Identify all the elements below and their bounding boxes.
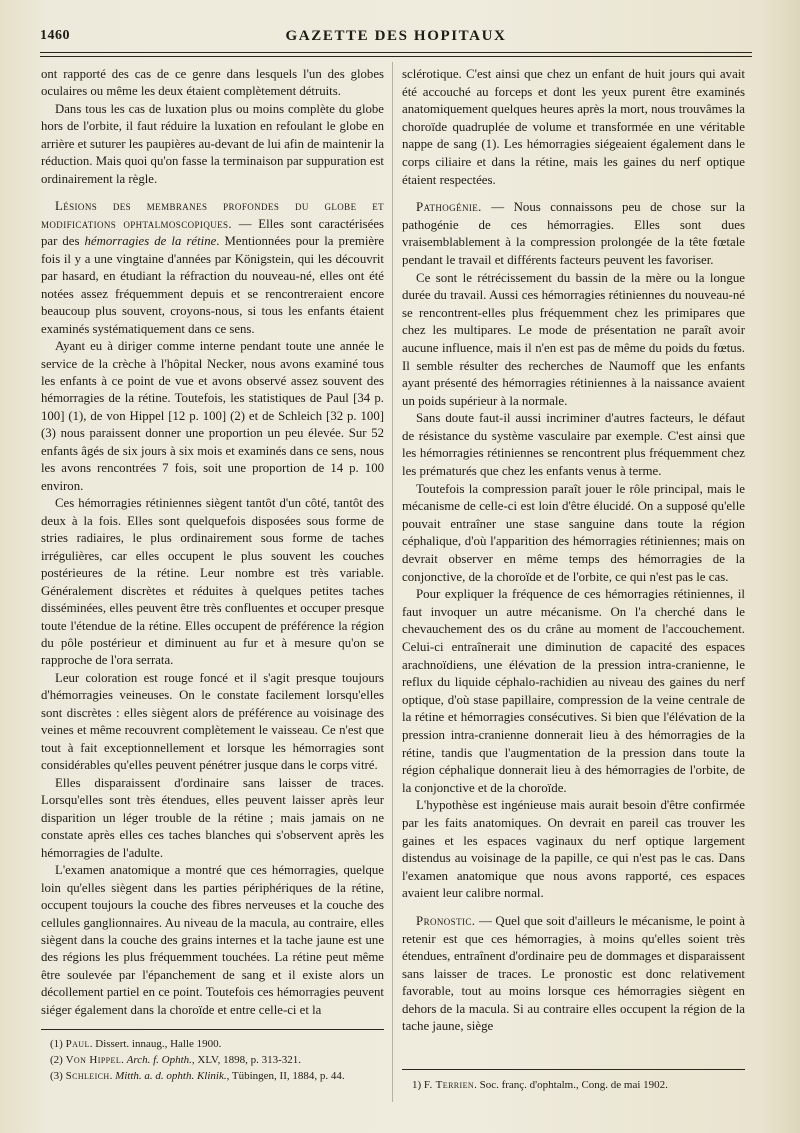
footnotes-right <box>412 1077 746 1093</box>
paragraph: Dans tous les cas de luxation plus ou moins complète du globe hors de l'orbite, il faut réduire la luxation en refoulant le globe en arrière et suturer les paupières au-devant de lui afin de maintenir la réduction. Mais quoi qu'on fasse la terminaison par suppuration est ordinairement la règle. <box>41 101 384 186</box>
paragraph: sclérotique. C'est ainsi que chez un enfant de huit jours qui avait été accouché au forceps et dont les yeux purent être examinés anatomiquement quelques heures après la mort, nous trouvâmes la choroïde quadruplée de volume et transformée en une véritable nappe de sang (1). Les hémorragies siégeaient également dans le corps ciliaire et dans la rétine, mais les gaines du nerf optique étaient respectées. <box>402 67 745 187</box>
footnote-number: (3) <box>50 1070 66 1082</box>
paragraph: Ce sont le rétrécissement du bassin de la mère ou la longue durée du travail. Aussi ces hémorragies rétiniennes du nouveau-né se rencontrent-elles plus fréquemment chez les primipares que chez les multipares. Le mode de présentation ne paraît avoir aucune influence, mais il n'en est pas de même du poids du fœtus. Il semble résulter des recherches de Naumoff que les enfants ayant présenté des hémorragies rétiniennes à la naissance avaient un poids supérieur à la normale. <box>402 270 745 408</box>
footnote-author: Paul <box>65 1038 90 1050</box>
footnote-text: . Dissert. innaug., Halle 1900. <box>89 1038 222 1050</box>
paragraph-text: . Mentionnées pour la première fois il y a une vingtaine d'années par Königstein, qui les découvrit par hasard, en étudiant la réfraction du nouveau-né, elles ont été notées assez fréquemment depuis et se rencontreraient encore beaucoup plus souvent, croyons-nous, si tous les enfants étaient examinés systématiquement dans ce sens. <box>41 234 385 336</box>
footnote-journal: Mitth. a. d. ophth. Klinik. <box>115 1070 227 1082</box>
paragraph: Sans doute faut-il aussi incriminer d'autres facteurs, le défaut de résistance du système vasculaire par exemple. C'est ainsi que les hémorragies rétiniennes se rencontrent plus fréquemment chez les prématurés que chez les enfants venus à terme. <box>402 411 745 479</box>
footnote-author: F. Terrien <box>423 1079 475 1091</box>
footnote-number: (2) <box>50 1054 66 1066</box>
paragraph-text: — Nous connaissons peu de chose sur la pathogénie de ces hémorragies. Elles sont dues vraisemblablement à la compression prolongée de la tête fœtale pendant le travail et différents facteurs peuvent les favoriser. <box>402 200 745 267</box>
section-paragraph <box>402 913 745 1036</box>
footnote-author: Schleich <box>65 1070 110 1082</box>
right-column <box>402 66 745 1036</box>
footnote-separator: . <box>109 1070 116 1082</box>
left-column <box>41 66 384 1019</box>
paragraph: L'hypothèse est ingénieuse mais aurait besoin d'être confirmée par les faits anatomiques. On devrait en pareil cas trouver les gaines et les espaces vaginaux du nerf optique largement distendus au voisinage de la papille, ce qui n'est pas le cas. Dans l'examen anatomique que nous avons rapporté, ces espaces avaient leur calibre normal. <box>402 798 745 901</box>
paragraph: Pour expliquer la fréquence de ces hémorragies rétiniennes, il faut invoquer un autre mécanisme. On l'a cherché dans le chevauchement des os du crâne au moment de l'accouchement. Celui-ci entraînerait une diminution de capacité des espaces arachnoïdiens, une élévation de la pression intra-cranienne, le reflux du liquide céphalo-rachidien au niveau des gaines du nerf optique, d'où stase papillaire, compression de la veine centrale de la rétine et hémorragies consécutives. Si bien que l'élévation de la pression intra-cranienne donnerait lieu à des hémorragies de la rétine, tandis que l'augmentation de la pression dans toute la région céphalique donnerait lieu à des hémorragies de l'orbite, de la conjonctive et de la choroïde. <box>402 587 745 795</box>
footnotes-left <box>50 1036 384 1084</box>
paragraph: Leur coloration est rouge foncé et il s'agit presque toujours d'hémorragies veineuses. On le constate facilement lorsqu'elles sont discrètes : elles siègent alors de préférence au voisinage des veines et même recouvrent complètement le vaisseau. Ce n'est que tout à fait exceptionnellement et lorsque les hémorragies sont considérables qu'elles peuvent pénétrer jusque dans le corps vitré. <box>41 670 384 773</box>
emphasis-text: hémorragies de la rétine <box>84 234 217 249</box>
footnote-rule <box>41 1029 384 1030</box>
footnote-separator: . <box>121 1054 127 1066</box>
paragraph: L'examen anatomique a montré que ces hémorragies, quelque loin qu'elles siègent dans les parties périphériques de la rétine, occupent toujours la couche des fibres nerveuses et la couche des cellules ganglionnaires. Au niveau de la macula, au contraire, elles siègent dans la couche des grains internes et la tache jaune est une des régions les plus fréquemment touchées. La rétine peut même être soulevée par l'épanchement de sang et il existe alors un décollement partiel en ce point. Toutefois ces hémorragies peuvent siéger également dans la choroïde et entre celle-ci et la <box>41 863 384 1017</box>
section-paragraph <box>41 198 384 338</box>
paragraph: Toutefois la compression paraît jouer le rôle principal, mais le mécanisme de celle-ci est loin d'être élucidé. On a supposé qu'elle pouvait entraîner une stase sanguine dans toute la région céphalique, d'où l'apparition des hémorragies rétiniennes; mais on devrait observer en même temps des hémorragies de la conjonctive, de la choroïde et de l'orbite, ce qui n'est pas le cas. <box>402 481 745 584</box>
footnote-text: , XLV, 1898, p. 313-321. <box>191 1054 301 1066</box>
footnote-author: Von Hippel <box>65 1054 122 1066</box>
footnote <box>50 1052 384 1068</box>
footnote-number: 1) <box>412 1079 424 1091</box>
footnote-journal: Arch. f. Ophth. <box>126 1054 192 1066</box>
footnote <box>412 1077 746 1093</box>
column-divider <box>392 62 393 1102</box>
paragraph: Elles disparaissent d'ordinaire sans laisser de traces. Lorsqu'elles sont très étendues, elles peuvent laisser après leur disparition un léger trouble de la rétine ; mais jamais on ne constate après elles ces taches blanches qui s'observent après les hémorragies de l'adulte. <box>41 775 384 860</box>
section-heading: Lésions des membranes profondes du globe et modifications ophtalmoscopiques. <box>41 199 384 231</box>
paragraph: ont rapporté des cas de ce genre dans lesquels l'un des globes oculaires ou même les deux étaient complètement détruits. <box>41 67 384 99</box>
paragraph-text: — Quel que soit d'ailleurs le mécanisme, le point à retenir est que ces hémorragies, à moins qu'elles soient très étendues, entraînent d'ordinaire peu de dommages et disparaissent sans laisser de traces. Le pronostic est donc relativement favorable, tout au moins lorsque ces hémorragies siègent en dehors de la macula. Si au contraire elles occupent la région de la tache jaune, siège <box>402 913 745 1034</box>
page-header <box>40 28 752 48</box>
footnote-text: , Tübingen, II, 1884, p. 44. <box>226 1070 345 1082</box>
header-rule <box>40 52 752 57</box>
footnote <box>50 1036 384 1052</box>
paragraph: Ayant eu à diriger comme interne pendant toute une année le service de la crèche à l'hôpital Necker, nous avons examiné tous les enfants à ce point de vue et avons observé assez souvent des hémorragies de la rétine. Toutefois, les statistiques de Paul [34 p. 100] (1), de von Hippel [12 p. 100] (2) et de Schleich [32 p. 100] (3) nous paraissent donner une proportion un peu élevée. Sur 52 enfants âgés de six jours à six mois et examinés dans ce sens, nous les avons rencontrées 7 fois, soit une proportion de 14 p. 100 environ. <box>41 339 384 493</box>
running-title: GAZETTE DES HOPITAUX <box>285 28 507 44</box>
section-heading: Pronostic. <box>416 913 476 928</box>
footnote-number: (1) <box>50 1038 66 1050</box>
page-number: 1460 <box>40 28 70 43</box>
footnote-rule <box>402 1069 745 1070</box>
paragraph-text: — Elles sont caractérisées par des <box>41 216 384 249</box>
footnote <box>50 1068 384 1084</box>
section-heading: Pathogénie. <box>416 200 482 215</box>
footnote-text: . Soc. franç. d'ophtalm., Cong. de mai 1902. <box>474 1079 668 1091</box>
section-paragraph <box>402 199 745 269</box>
paragraph: Ces hémorragies rétiniennes siègent tantôt d'un côté, tantôt des deux à la fois. Elles sont quelquefois disposées sous forme de stries radiaires, le plus ordinairement sous forme de taches irrégulières, car elles occupent le plus souvent les couches postérieures de la rétine. Leur nombre est très variable. Généralement discrètes et réduites à quelques petites taches disséminées, elles peuvent être très confluentes et occuper presque toute l'étendue de la rétine. Elles occupent de préférence la région du pôle postérieur et diminuent au fur et à mesure qu'on se rapproche de l'ora serrata. <box>41 496 384 668</box>
